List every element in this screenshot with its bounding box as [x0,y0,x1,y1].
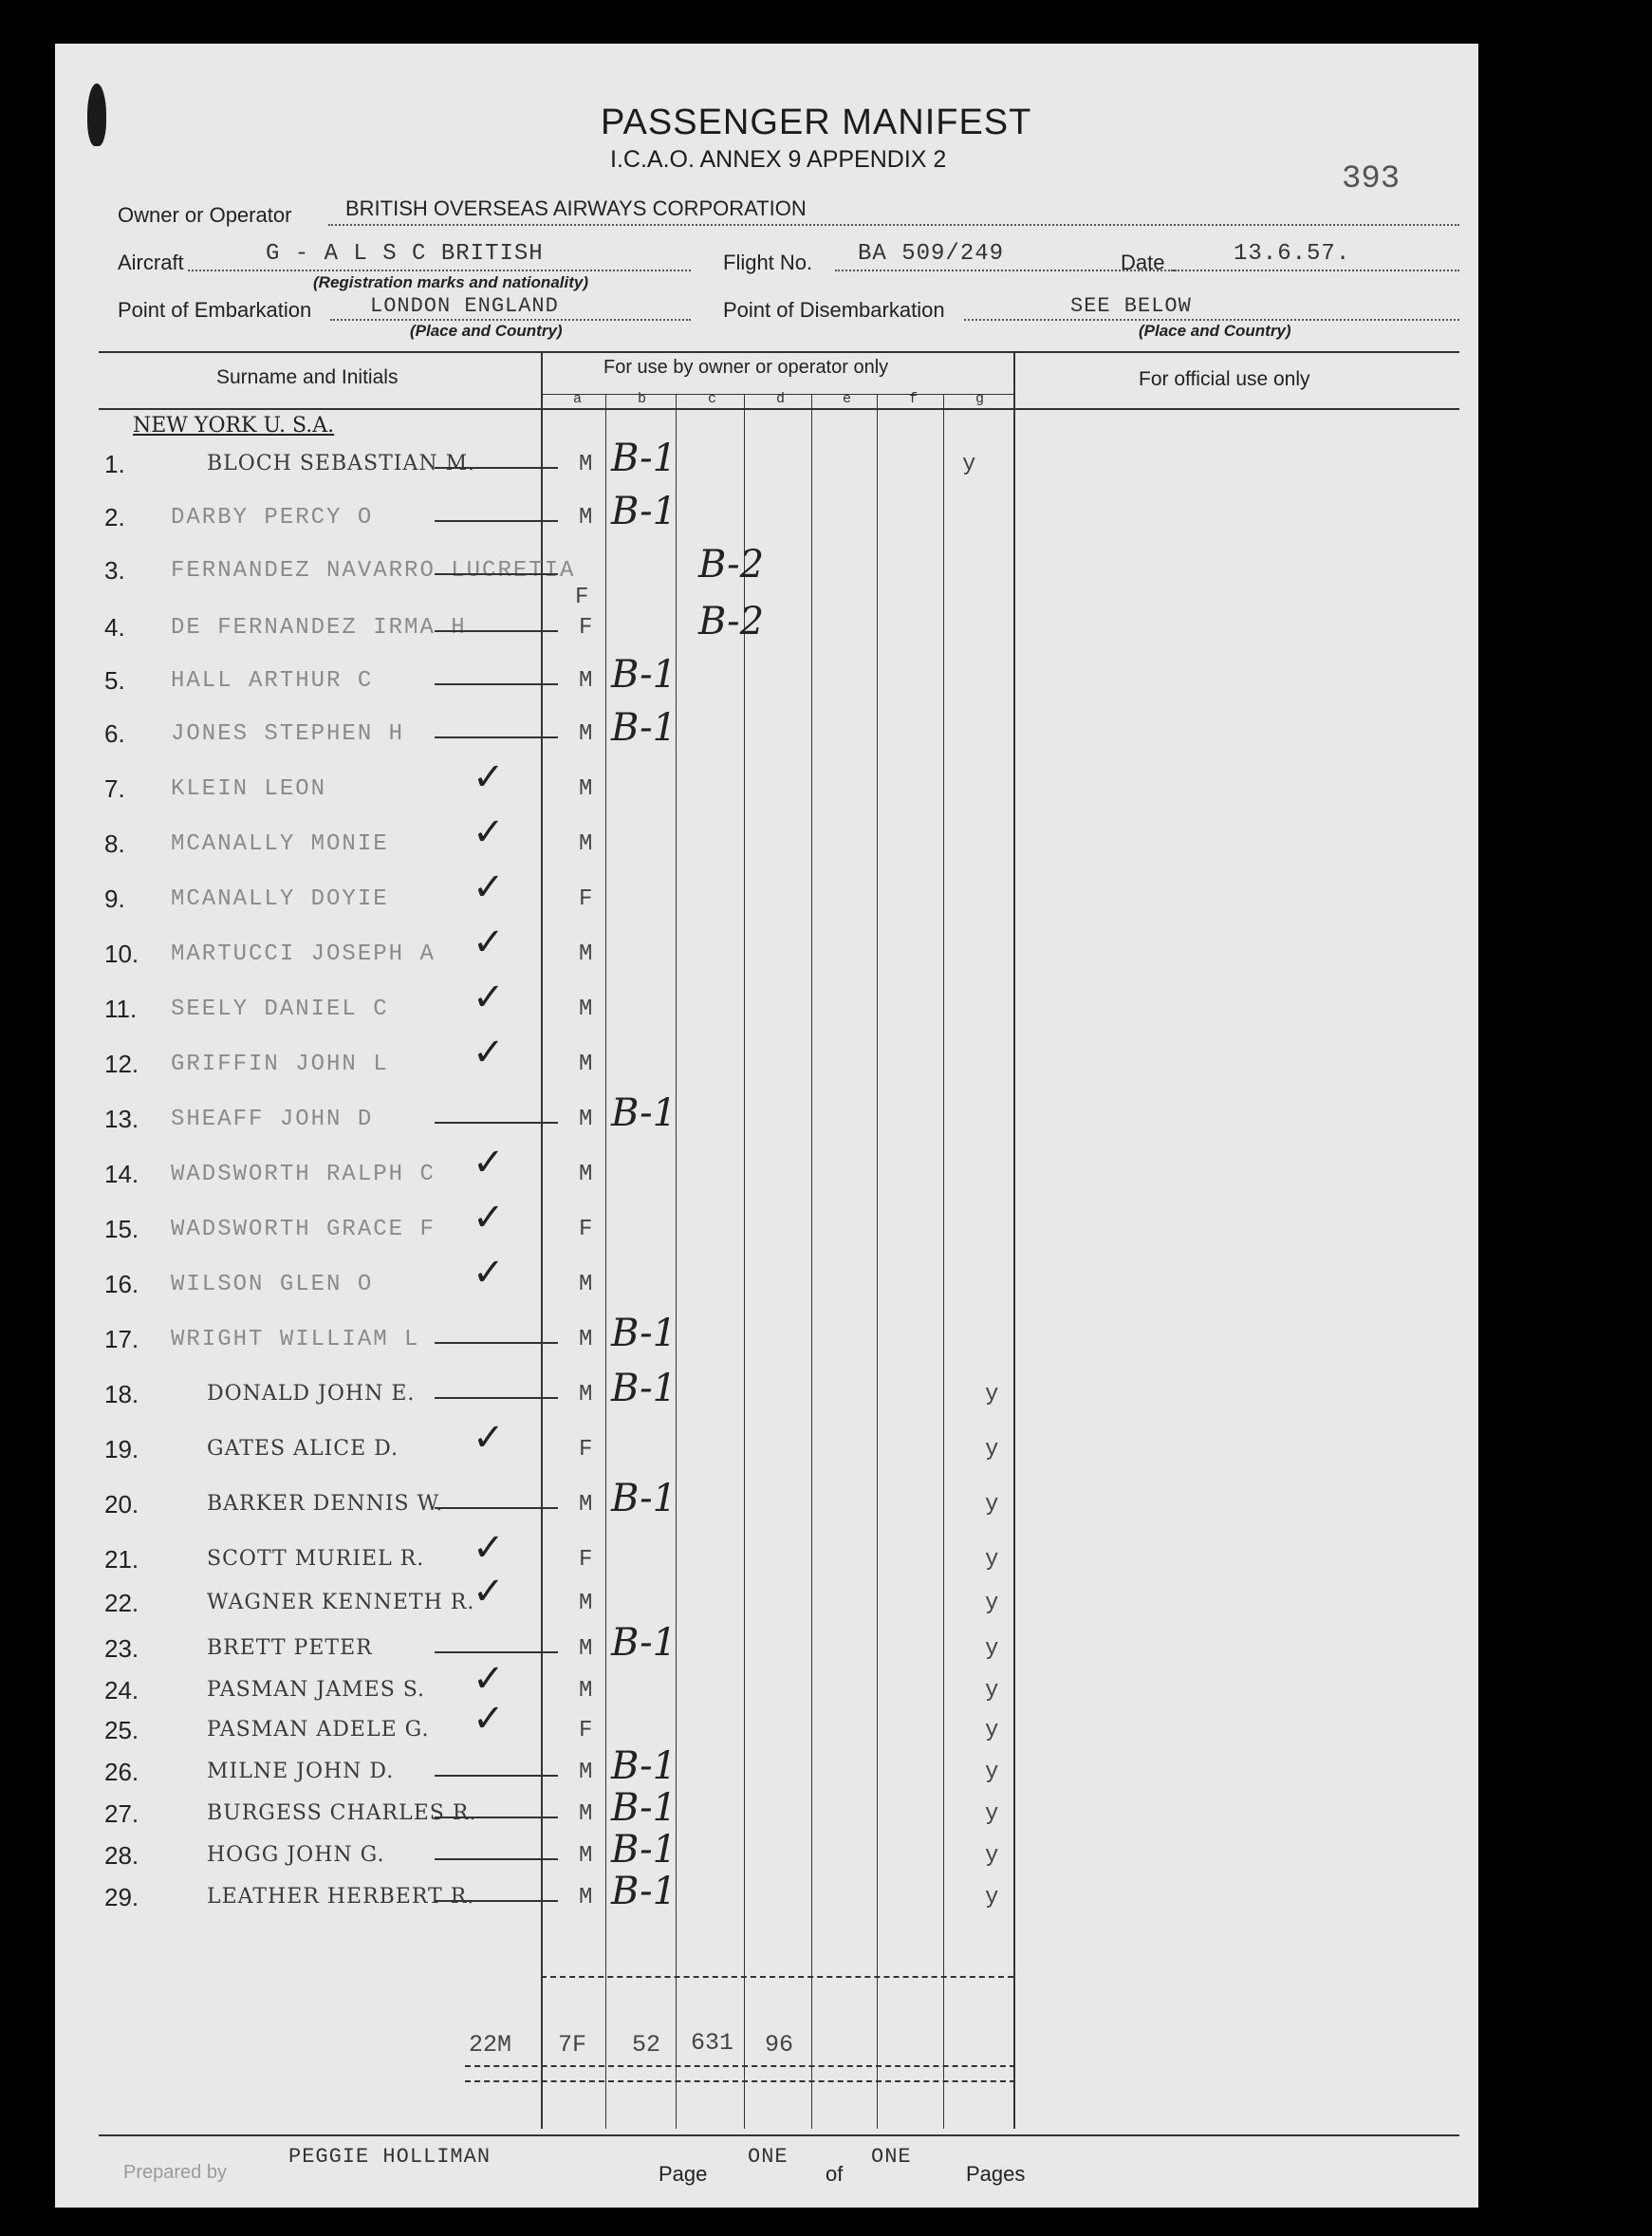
prepared-by-value: PEGGIE HOLLIMAN [288,2145,492,2169]
sex-code: M [579,997,593,1022]
embarkation-label: Point of Embarkation [118,298,312,322]
row-number: 9. [104,885,125,913]
subcolumn-e: e [843,391,852,407]
aircraft-value: G - A L S C BRITISH [266,241,544,267]
prepared-by-label: Prepared by [123,2162,227,2183]
of-label: of [826,2162,844,2186]
column-g-mark: y [985,1492,999,1518]
sex-code: M [579,831,593,857]
strike-line [435,520,558,522]
strike-line [435,1651,558,1653]
visa-class-handwritten: B-1 [611,1477,678,1520]
sex-code: M [579,1272,593,1297]
total-d: 96 [765,2031,794,2059]
strike-line [435,736,558,738]
sex-code: F [579,1217,593,1242]
strike-line [435,1775,558,1777]
passenger-name: DARBY PERCY O [171,505,374,531]
passenger-name: MARTUCCI JOSEPH A [171,941,436,967]
strike-line [435,1817,558,1818]
checkmark-icon: ✓ [473,1417,505,1459]
disembarkation-label: Point of Disembarkation [723,298,945,322]
strike-line [435,630,558,632]
sex-code: M [579,1107,593,1132]
aircraft-label: Aircraft [118,251,184,274]
row-number: 15. [104,1215,139,1243]
passenger-name: BLOCH SEBASTIAN M. [207,452,476,475]
row-number: 26. [104,1758,139,1786]
sex-code: M [579,1052,593,1077]
row-number: 3. [104,556,125,585]
passenger-name: DE FERNANDEZ IRMA H [171,615,467,641]
total-c: 631 [691,2029,734,2057]
row-number: 12. [104,1050,139,1078]
column-header-official: For official use only [1139,368,1310,390]
subcolumn-g: g [975,391,985,407]
passenger-name: BURGESS CHARLES R. [207,1801,477,1825]
date-label: Date [1121,251,1165,274]
column-g-mark: y [985,1760,999,1785]
row-number: 1. [104,450,125,478]
document-subtitle: I.C.A.O. ANNEX 9 APPENDIX 2 [610,146,947,173]
of-value: ONE [871,2145,912,2169]
passenger-name: SEELY DANIEL C [171,997,389,1022]
sex-code: F [579,1547,593,1573]
row-number: 2. [104,503,125,531]
visa-class-handwritten: B-1 [611,1091,678,1135]
checkmark-icon: ✓ [473,811,505,853]
checkmark-icon: ✓ [473,1698,505,1740]
date-value: 13.6.57. [1234,241,1351,267]
checkmark-icon: ✓ [473,1197,505,1239]
sex-code: M [579,668,593,694]
disembarkation-value: SEE BELOW [1070,294,1192,318]
visa-class-handwritten: B-1 [611,706,678,750]
strike-line [435,1858,558,1860]
subcolumn-f: f [909,391,919,407]
sex-code: M [579,1843,593,1869]
row-number: 13. [104,1105,139,1133]
ink-mark-left [87,84,106,146]
row-number: 11. [104,995,138,1023]
strike-line [435,1342,558,1344]
column-g-mark: y [985,1636,999,1662]
visa-class-handwritten: B-2 [698,600,765,643]
embarkation-note: (Place and Country) [410,322,563,340]
passenger-name: WADSWORTH RALPH C [171,1162,436,1187]
sex-code: F [579,615,593,641]
checkmark-icon: ✓ [473,1032,505,1073]
passenger-name: WILSON GLEN O [171,1272,374,1297]
row-number: 22. [104,1589,139,1617]
document-title: PASSENGER MANIFEST [601,102,1032,142]
destination-heading: NEW YORK U. S.A. [133,414,335,438]
row-number: 25. [104,1716,139,1744]
passenger-name: SHEAFF JOHN D [171,1107,374,1132]
sex-code: M [579,941,593,967]
visa-class-handwritten: B-1 [611,653,678,697]
passenger-name: WAGNER KENNETH R. [207,1591,475,1614]
passenger-name: HOGG JOHN G. [207,1843,385,1867]
visa-class-handwritten: B-1 [611,1786,678,1830]
checkmark-icon: ✓ [473,756,505,798]
strike-line [435,1122,558,1124]
total-b: 52 [632,2031,661,2059]
passenger-name: WRIGHT WILLIAM L [171,1327,420,1352]
checkmark-icon: ✓ [473,1252,505,1294]
column-header-name: Surname and Initials [216,366,399,388]
passenger-name: GRIFFIN JOHN L [171,1052,389,1077]
passenger-name: WADSWORTH GRACE F [171,1217,436,1242]
sex-code: M [579,1636,593,1662]
row-number: 17. [104,1325,139,1353]
sex-code: M [579,1801,593,1827]
passenger-name: FERNANDEZ NAVARRO LUCRETIA [171,558,576,584]
row-number: 6. [104,719,125,748]
owner-value: BRITISH OVERSEAS AIRWAYS CORPORATION [345,196,807,220]
row-number: 29. [104,1883,139,1911]
passenger-name: DONALD JOHN E. [207,1382,416,1406]
row-number: 19. [104,1435,139,1463]
column-header-operator: For use by owner or operator only [603,357,889,378]
visa-class-handwritten: B-1 [611,1828,678,1872]
sex-code: M [579,1678,593,1704]
row-number: 24. [104,1676,139,1705]
column-g-mark: y [985,1843,999,1869]
passenger-name: PASMAN JAMES S. [207,1678,426,1702]
row-number: 8. [104,829,125,858]
passenger-name: BRETT PETER [207,1636,373,1660]
sex-code: M [579,1492,593,1518]
checkmark-icon: ✓ [473,922,505,963]
column-g-mark: y [985,1678,999,1704]
row-number: 16. [104,1270,139,1298]
row-number: 21. [104,1545,139,1574]
column-g-mark: y [985,1718,999,1743]
checkmark-icon: ✓ [473,1571,505,1612]
visa-class-handwritten: B-1 [611,1870,678,1913]
sex-code: F [575,585,589,610]
pages-label: Pages [966,2162,1026,2186]
column-g-mark: y [985,1885,999,1910]
row-number: 23. [104,1634,139,1663]
column-g-mark: y [985,1382,999,1407]
embarkation-value: LONDON ENGLAND [370,294,559,318]
sex-code: M [579,505,593,531]
sex-code: M [579,452,593,477]
passenger-name: BARKER DENNIS W. [207,1492,444,1516]
sex-code: M [579,1885,593,1910]
sex-code: M [579,1382,593,1407]
row-number: 5. [104,666,125,695]
owner-label: Owner or Operator [118,203,292,227]
sex-code: M [579,721,593,747]
passenger-name: MILNE JOHN D. [207,1760,395,1783]
sex-code: M [579,776,593,802]
column-g-mark: y [985,1437,999,1463]
passenger-name: MCANALLY MONIE [171,831,389,857]
visa-class-handwritten: B-1 [611,490,678,533]
row-number: 14. [104,1160,139,1188]
strike-line [435,1900,558,1902]
page-label: Page [659,2162,708,2186]
aircraft-note: (Registration marks and nationality) [313,273,588,291]
row-number: 18. [104,1380,139,1408]
strike-line [435,573,558,575]
column-g-mark: y [962,452,976,477]
column-g-mark: y [985,1547,999,1573]
sex-code: M [579,1162,593,1187]
subcolumn-c: c [708,391,717,407]
column-g-mark: y [985,1591,999,1616]
passenger-name: KLEIN LEON [171,776,327,802]
sex-code: M [579,1327,593,1352]
sex-code: F [579,1437,593,1463]
subcolumn-b: b [638,391,647,407]
checkmark-icon: ✓ [473,977,505,1018]
total-female: 7F [558,2031,587,2059]
flight-value: BA 509/249 [858,241,1005,267]
subcolumn-a: a [573,391,583,407]
passenger-name: LEATHER HERBERT R. [207,1885,475,1909]
visa-class-handwritten: B-2 [698,543,765,587]
checkmark-icon: ✓ [473,1142,505,1183]
flight-label: Flight No. [723,251,813,274]
checkmark-icon: ✓ [473,866,505,908]
total-male: 22M [469,2031,512,2059]
strike-line [435,467,558,469]
disembarkation-note: (Place and Country) [1139,322,1291,340]
passenger-name: JONES STEPHEN H [171,721,405,747]
passenger-name: MCANALLY DOYIE [171,886,389,912]
checkmark-icon: ✓ [473,1658,505,1700]
sex-code: F [579,1718,593,1743]
passenger-name: HALL ARTHUR C [171,668,374,694]
page-value: ONE [748,2145,789,2169]
passenger-name: PASMAN ADELE G. [207,1718,430,1742]
subcolumn-d: d [776,391,786,407]
row-number: 7. [104,774,125,803]
visa-class-handwritten: B-1 [611,1367,678,1410]
row-number: 4. [104,613,125,642]
passenger-name: GATES ALICE D. [207,1437,399,1461]
sex-code: M [579,1760,593,1785]
row-number: 10. [104,940,139,968]
sex-code: F [579,886,593,912]
sex-code: M [579,1591,593,1616]
strike-line [435,683,558,685]
strike-line [435,1507,558,1509]
visa-class-handwritten: B-1 [611,437,678,480]
column-g-mark: y [985,1801,999,1827]
visa-class-handwritten: B-1 [611,1621,678,1665]
strike-line [435,1397,558,1399]
visa-class-handwritten: B-1 [611,1312,678,1355]
row-number: 20. [104,1490,139,1519]
row-number: 27. [104,1799,139,1828]
page-stamp-number: 393 [1342,161,1401,197]
visa-class-handwritten: B-1 [611,1744,678,1788]
passenger-name: SCOTT MURIEL R. [207,1547,425,1571]
row-number: 28. [104,1841,139,1870]
checkmark-icon: ✓ [473,1527,505,1569]
manifest-sheet [55,44,1478,2208]
